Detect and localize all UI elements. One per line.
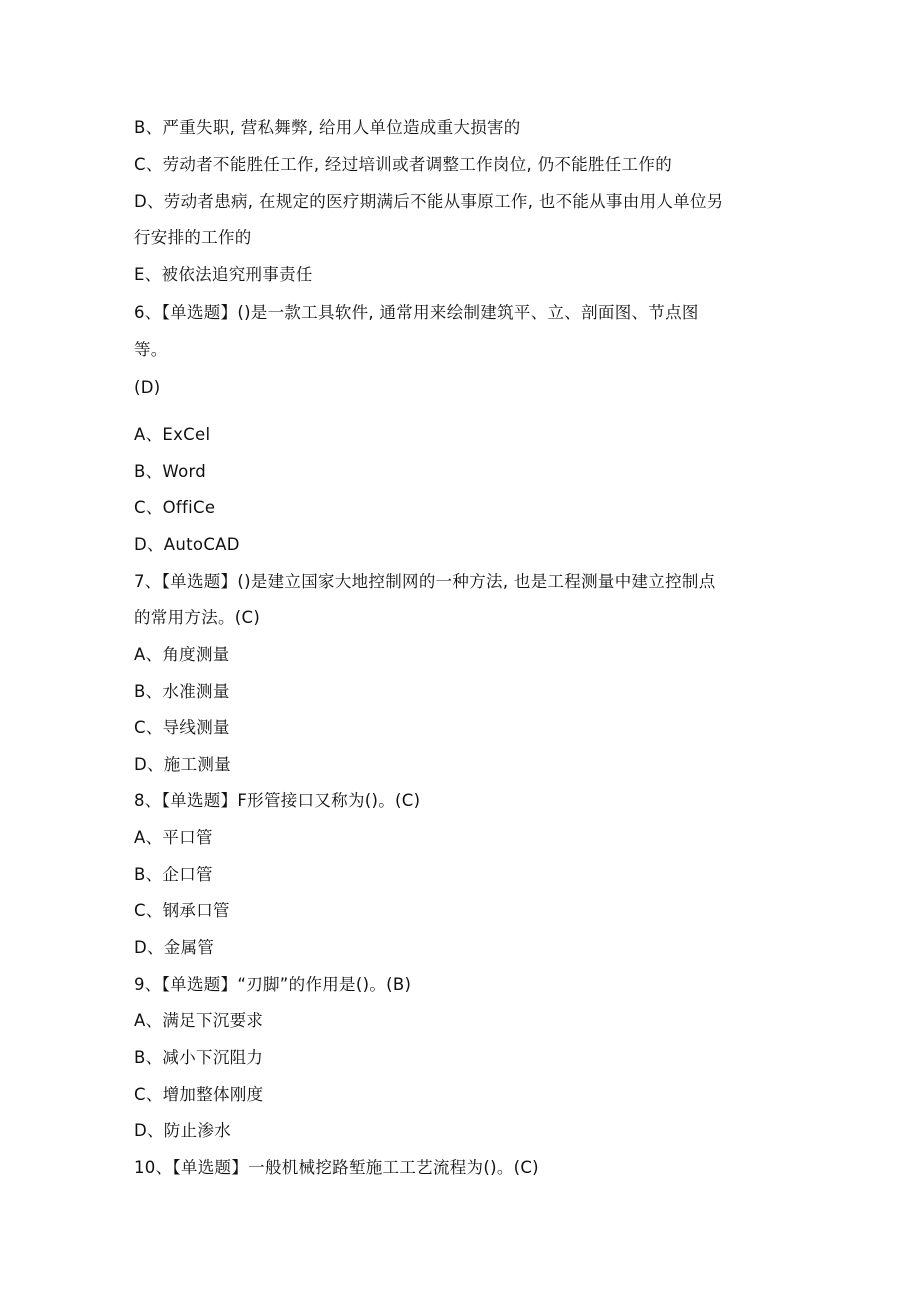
question-9-line: 9、【单选题】“刃脚”的作用是()。(B) bbox=[134, 975, 412, 994]
question-7-line: 7、【单选题】()是建立国家大地控制网的一种方法, 也是工程测量中建立控制点 bbox=[134, 572, 716, 591]
option-d-line: D、劳动者患病, 在规定的医疗期满后不能从事原工作, 也不能从事由用人单位另 bbox=[134, 192, 724, 211]
question-9-option-a: A、满足下沉要求 bbox=[134, 1011, 264, 1030]
question-6-answer: (D) bbox=[134, 378, 161, 397]
question-8-option-d: D、金属管 bbox=[134, 938, 215, 957]
question-7-option-b: B、水准测量 bbox=[134, 682, 230, 701]
option-b-line: B、严重失职, 营私舞弊, 给用人单位造成重大损害的 bbox=[134, 118, 521, 137]
question-7-option-d: D、施工测量 bbox=[134, 755, 232, 774]
question-6-option-c: C、OffiCe bbox=[134, 498, 216, 517]
question-6-option-d: D、AutoCAD bbox=[134, 535, 240, 554]
question-7-option-a: A、角度测量 bbox=[134, 645, 230, 664]
question-7-option-c: C、导线测量 bbox=[134, 718, 230, 737]
question-8-line: 8、【单选题】F形管接口又称为()。(C) bbox=[134, 791, 421, 810]
question-7-line-cont: 的常用方法。(C) bbox=[134, 608, 261, 627]
question-8-option-b: B、企口管 bbox=[134, 865, 213, 884]
question-9-option-d: D、防止渗水 bbox=[134, 1121, 232, 1140]
question-8-option-c: C、钢承口管 bbox=[134, 901, 230, 920]
question-6-option-a: A、ExCel bbox=[134, 425, 211, 444]
question-9-option-c: C、增加整体刚度 bbox=[134, 1085, 264, 1104]
question-10-line: 10、【单选题】一般机械挖路堑施工工艺流程为()。(C) bbox=[134, 1158, 539, 1177]
option-e-line: E、被依法追究刑事责任 bbox=[134, 265, 313, 284]
option-d-line-cont: 行安排的工作的 bbox=[134, 228, 252, 247]
question-6-line: 6、【单选题】()是一款工具软件, 通常用来绘制建筑平、立、剖面图、节点图 bbox=[134, 303, 699, 322]
option-c-line: C、劳动者不能胜任工作, 经过培训或者调整工作岗位, 仍不能胜任工作的 bbox=[134, 155, 673, 174]
question-6-line-cont: 等。 bbox=[134, 340, 168, 359]
question-8-option-a: A、平口管 bbox=[134, 828, 213, 847]
question-9-option-b: B、减小下沉阻力 bbox=[134, 1048, 264, 1067]
question-6-option-b: B、Word bbox=[134, 462, 207, 481]
